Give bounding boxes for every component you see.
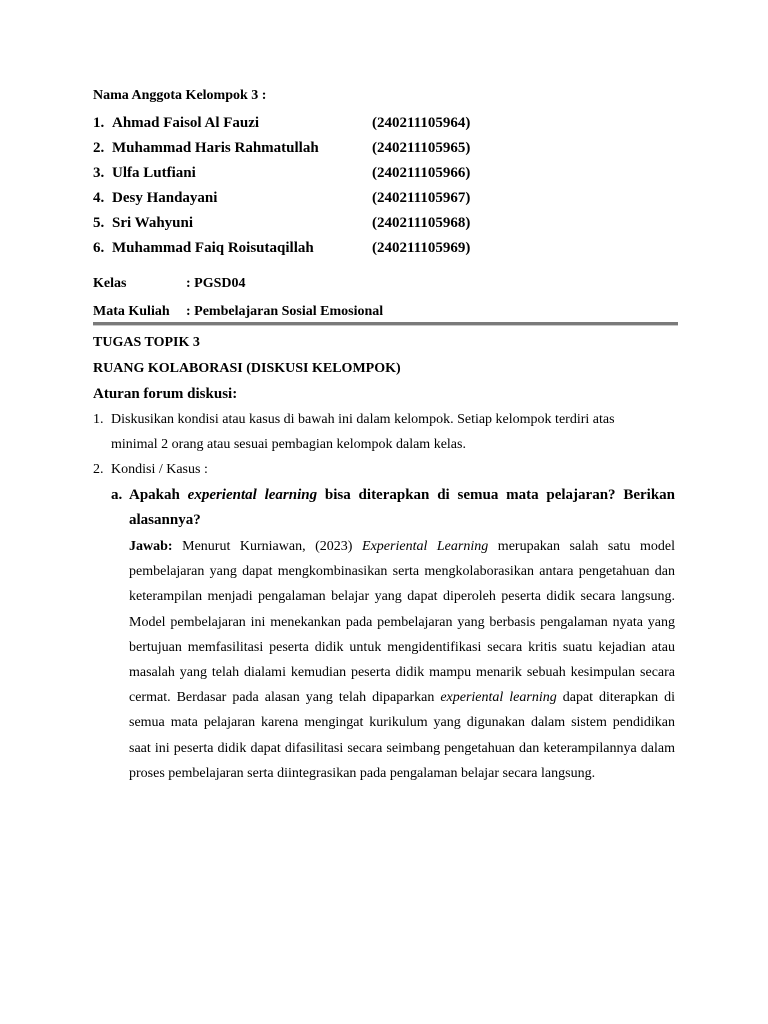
member-id: (240211105965) <box>372 140 471 156</box>
member-id: (240211105968) <box>372 215 471 231</box>
member-name: Ulfa Lutfiani <box>112 165 196 181</box>
matkul-value: : Pembelajaran Sosial Emosional <box>186 304 384 319</box>
question-part1: Apakah <box>129 487 180 503</box>
tugas-heading: TUGAS TOPIK 3 <box>93 335 200 350</box>
kelas-value: : PGSD04 <box>186 276 246 291</box>
item1-line2: minimal 2 orang atau sesuai pembagian kelompok dalam kelas. <box>111 437 466 452</box>
header-divider <box>93 322 678 326</box>
kelas-label: Kelas <box>93 276 127 291</box>
member-number: 2. <box>93 140 105 156</box>
question-part2: bisa diterapkan di semua mata pelajaran? Berikan <box>324 487 676 503</box>
member-name: Desy Handayani <box>112 190 218 206</box>
member-name: Ahmad Faisol Al Fauzi <box>112 115 260 131</box>
member-id: (240211105966) <box>372 165 471 181</box>
question-label: a. <box>111 487 123 503</box>
answer-text-1: Menurut Kurniawan, (2023) <box>172 539 363 554</box>
member-number: 6. <box>93 240 105 256</box>
answer-text-3: dapat diterapkan di semua mata pelajaran karena mengingat kurikulum yang digunakan dalam sistem pendidikan saat ini peserta didik dapat difasilitasi secara seimbang pengetahuan dan keterampilannya dalam proses pembelajaran serta diintegrasikan pada pengalaman belajar secara langsung. <box>129 690 676 781</box>
question-line2: alasannya? <box>129 512 201 528</box>
member-name: Muhammad Haris Rahmatullah <box>112 140 319 156</box>
member-number: 4. <box>93 190 105 206</box>
aturan-heading: Aturan forum diskusi: <box>93 386 238 402</box>
item2-text: Kondisi / Kasus : <box>111 462 208 477</box>
members-title: Nama Anggota Kelompok 3 : <box>93 88 267 103</box>
member-number: 5. <box>93 215 105 231</box>
ruang-heading: RUANG KOLABORASI (DISKUSI KELOMPOK) <box>93 361 401 376</box>
question-line1 <box>129 487 675 504</box>
member-id: (240211105964) <box>372 115 471 131</box>
member-id: (240211105969) <box>372 240 471 256</box>
item1-line1: Diskusikan kondisi atau kasus di bawah ini dalam kelompok. Setiap kelompok terdiri atas <box>111 412 615 427</box>
answer-text-2: merupakan salah satu model pembelajaran yang dapat mengkombinasikan serta mengkolaborasikan antara pengetahuan dan keterampilan menjadi pengalaman belajar yang dapat diperoleh peserta didik secara langsung. Model pembelajaran ini menekankan pada pembelajaran yang berbasis pengalaman nyata yang bertujuan memfasilitasi peserta didik untuk mengidentifikasi secara kritis suatu kejadian atau masalah yang telah dialami kemudian peserta didik mampu menarik sebuah kesimpulan secara cermat. Berdasar pada alasan yang telah dipaparkan <box>129 539 675 706</box>
item-number: 1. <box>93 412 104 427</box>
item-number: 2. <box>93 462 104 477</box>
question-italic: experiental learning <box>187 487 318 503</box>
answer-paragraph <box>129 534 675 786</box>
answer-italic-1: Experiental Learning <box>362 539 489 554</box>
matkul-label: Mata Kuliah <box>93 304 170 319</box>
member-name: Sri Wahyuni <box>112 215 194 231</box>
member-name: Muhammad Faiq Roisutaqillah <box>112 240 314 256</box>
member-number: 1. <box>93 115 105 131</box>
answer-label: Jawab: <box>129 539 173 554</box>
answer-italic-2: experiental learning <box>440 690 557 706</box>
member-id: (240211105967) <box>372 190 471 206</box>
member-number: 3. <box>93 165 105 181</box>
